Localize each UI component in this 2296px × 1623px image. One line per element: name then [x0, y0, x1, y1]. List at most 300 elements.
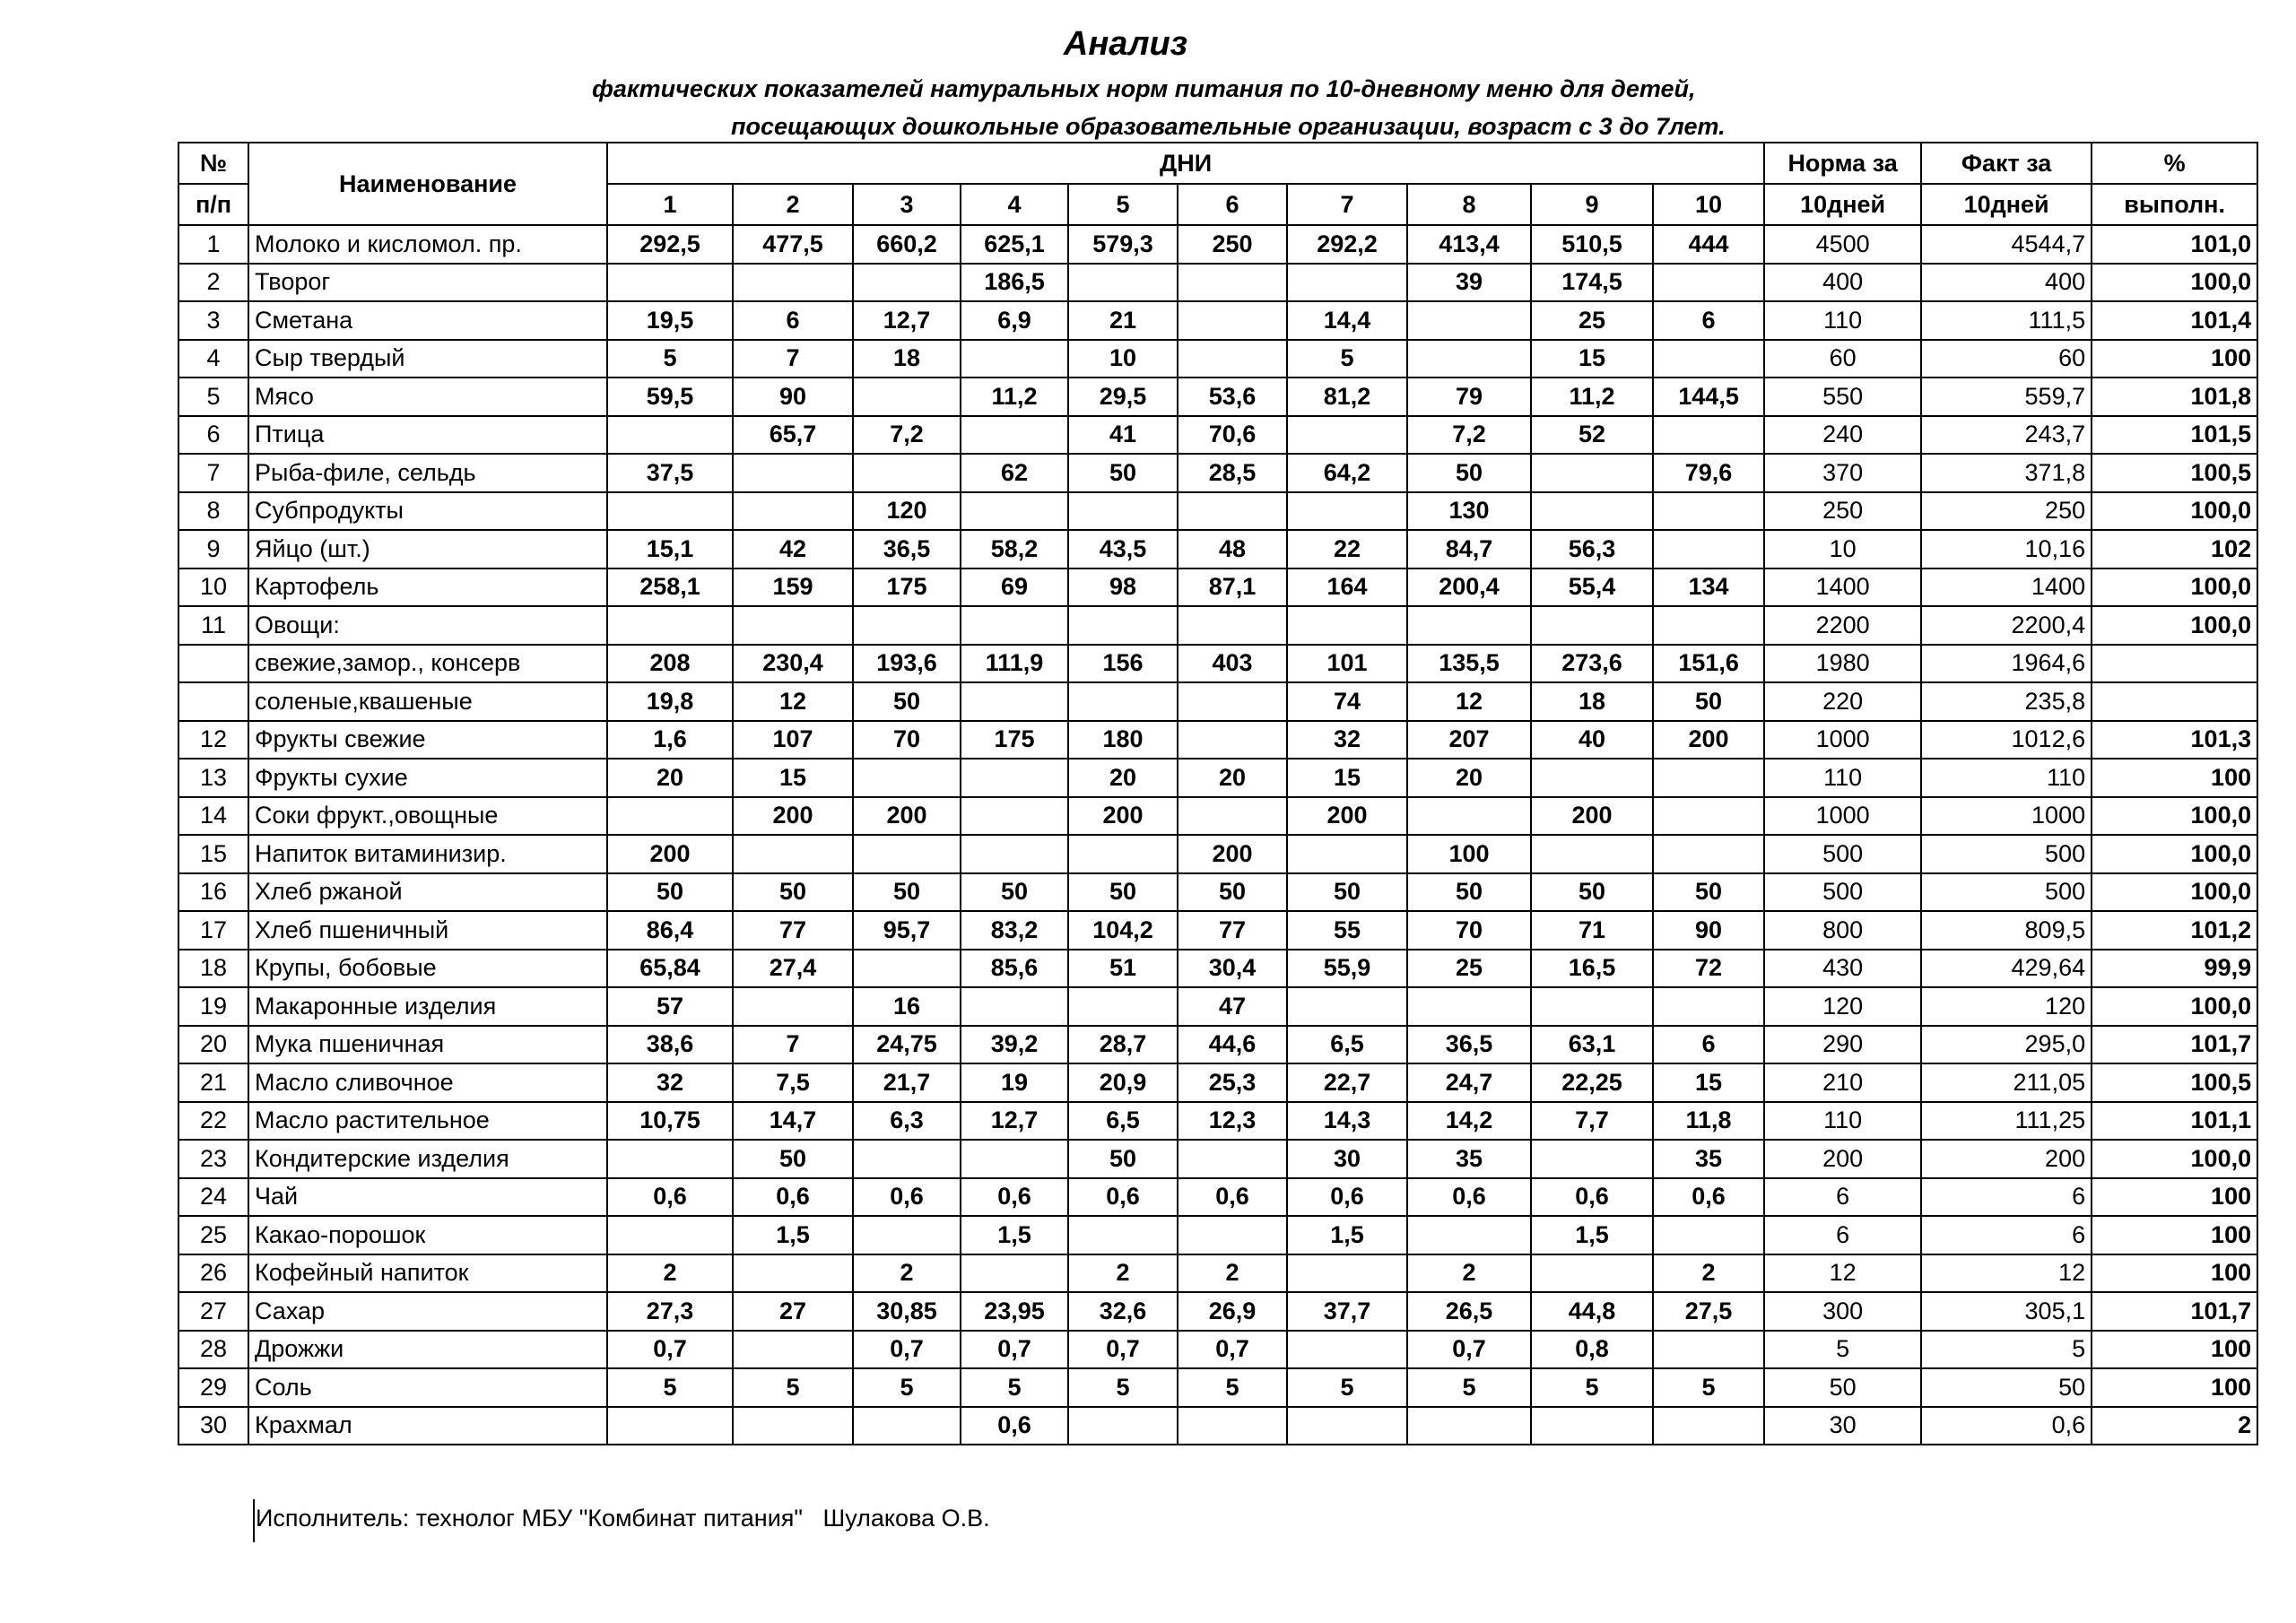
norm-value: 300 [1764, 1292, 1921, 1331]
table-row [178, 1368, 2257, 1407]
day-value-10 [1653, 416, 1764, 455]
day-value-2: 107 [733, 721, 853, 759]
fact-value: 250 [1921, 492, 2092, 531]
day-value-6: 20 [1178, 759, 1287, 797]
row-name: Субпродукты [248, 492, 607, 531]
day-value-2 [733, 264, 853, 302]
day-value-2: 50 [733, 873, 853, 912]
day-value-5 [1068, 1407, 1178, 1445]
day-value-3: 7,2 [853, 416, 961, 455]
header-day-3: 3 [853, 184, 961, 225]
day-value-7 [1287, 264, 1407, 302]
day-value-1: 5 [607, 1368, 733, 1407]
day-value-8: 50 [1407, 454, 1531, 492]
norm-value: 240 [1764, 416, 1921, 455]
day-value-9: 55,4 [1531, 568, 1653, 607]
day-value-2: 90 [733, 378, 853, 416]
day-value-1: 20 [607, 759, 733, 797]
fact-value: 111,25 [1921, 1102, 2092, 1141]
header-row-1 [178, 143, 2257, 184]
day-value-1: 19,5 [607, 301, 733, 340]
day-value-8 [1407, 1407, 1531, 1445]
day-value-6: 77 [1178, 911, 1287, 950]
day-value-3 [853, 1216, 961, 1254]
day-value-1: 27,3 [607, 1292, 733, 1331]
table-row [178, 492, 2257, 531]
fact-value: 809,5 [1921, 911, 2092, 950]
day-value-8: 2 [1407, 1254, 1531, 1293]
row-name: Мясо [248, 378, 607, 416]
day-value-1: 2 [607, 1254, 733, 1293]
row-number: 15 [178, 835, 248, 873]
row-name: Сметана [248, 301, 607, 340]
header-pct: % [2092, 143, 2257, 184]
day-value-9: 56,3 [1531, 530, 1653, 568]
day-value-10 [1653, 1407, 1764, 1445]
day-value-4: 6,9 [961, 301, 1068, 340]
table-row [178, 1292, 2257, 1331]
day-value-10: 144,5 [1653, 378, 1764, 416]
day-value-8: 7,2 [1407, 416, 1531, 455]
day-value-5: 579,3 [1068, 225, 1178, 264]
day-value-7: 15 [1287, 759, 1407, 797]
day-value-5: 41 [1068, 416, 1178, 455]
day-value-10: 11,8 [1653, 1102, 1764, 1141]
day-value-8: 26,5 [1407, 1292, 1531, 1331]
day-value-3: 120 [853, 492, 961, 531]
day-value-8: 36,5 [1407, 1026, 1531, 1064]
fact-value: 4544,7 [1921, 225, 2092, 264]
day-value-2: 159 [733, 568, 853, 607]
day-value-4: 83,2 [961, 911, 1068, 950]
day-value-3: 21,7 [853, 1063, 961, 1102]
day-value-1: 15,1 [607, 530, 733, 568]
table-row [178, 987, 2257, 1026]
day-value-6: 250 [1178, 225, 1287, 264]
table-row [178, 759, 2257, 797]
table-row [178, 530, 2257, 568]
day-value-3 [853, 950, 961, 988]
day-value-8: 100 [1407, 835, 1531, 873]
day-value-5: 156 [1068, 645, 1178, 683]
fact-value: 295,0 [1921, 1026, 2092, 1064]
day-value-1: 258,1 [607, 568, 733, 607]
table-row [178, 645, 2257, 683]
day-value-7: 6,5 [1287, 1026, 1407, 1064]
day-value-8 [1407, 797, 1531, 836]
day-value-8: 135,5 [1407, 645, 1531, 683]
row-number: 4 [178, 340, 248, 378]
norm-value: 4500 [1764, 225, 1921, 264]
day-value-3: 5 [853, 1368, 961, 1407]
day-value-4 [961, 987, 1068, 1026]
percent-value: 100 [2092, 1254, 2257, 1293]
norm-value: 1400 [1764, 568, 1921, 607]
day-value-5: 32,6 [1068, 1292, 1178, 1331]
day-value-2: 27 [733, 1292, 853, 1331]
table-row [178, 264, 2257, 302]
day-value-9: 5 [1531, 1368, 1653, 1407]
day-value-6: 0,6 [1178, 1178, 1287, 1217]
percent-value: 2 [2092, 1407, 2257, 1445]
day-value-10: 151,6 [1653, 645, 1764, 683]
day-value-6: 70,6 [1178, 416, 1287, 455]
day-value-4 [961, 492, 1068, 531]
row-number: 16 [178, 873, 248, 912]
subtitle-line-2: посещающих дошкольные образовательные организации, возраст с 3 до 7лет. [731, 113, 1726, 140]
day-value-9: 11,2 [1531, 378, 1653, 416]
row-number: 28 [178, 1331, 248, 1369]
percent-value: 101,4 [2092, 301, 2257, 340]
day-value-1 [607, 492, 733, 531]
day-value-2: 27,4 [733, 950, 853, 988]
table-row [178, 1102, 2257, 1141]
percent-value: 101,0 [2092, 225, 2257, 264]
day-value-7: 55 [1287, 911, 1407, 950]
day-value-3 [853, 264, 961, 302]
header-day-9: 9 [1531, 184, 1653, 225]
percent-value: 100,0 [2092, 492, 2257, 531]
day-value-6: 87,1 [1178, 568, 1287, 607]
header-day-8: 8 [1407, 184, 1531, 225]
norm-value: 500 [1764, 873, 1921, 912]
day-value-2: 15 [733, 759, 853, 797]
header-day-1: 1 [607, 184, 733, 225]
norm-value: 110 [1764, 1102, 1921, 1141]
day-value-3: 6,3 [853, 1102, 961, 1141]
table-row [178, 606, 2257, 645]
day-value-6 [1178, 797, 1287, 836]
day-value-7 [1287, 1254, 1407, 1293]
row-name: Картофель [248, 568, 607, 607]
day-value-9: 0,8 [1531, 1331, 1653, 1369]
table-row [178, 1216, 2257, 1254]
day-value-1 [607, 1216, 733, 1254]
norm-value: 210 [1764, 1063, 1921, 1102]
header-day-4: 4 [961, 184, 1068, 225]
row-number: 1 [178, 225, 248, 264]
row-name: Крупы, бобовые [248, 950, 607, 988]
day-value-2: 7 [733, 340, 853, 378]
row-number: 25 [178, 1216, 248, 1254]
fact-value: 111,5 [1921, 301, 2092, 340]
day-value-5: 2 [1068, 1254, 1178, 1293]
table-row [178, 301, 2257, 340]
day-value-7 [1287, 987, 1407, 1026]
percent-value: 100,0 [2092, 1140, 2257, 1178]
percent-value: 100,0 [2092, 987, 2257, 1026]
day-value-5 [1068, 606, 1178, 645]
day-value-8: 79 [1407, 378, 1531, 416]
day-value-8 [1407, 987, 1531, 1026]
day-value-1: 59,5 [607, 378, 733, 416]
day-value-4: 5 [961, 1368, 1068, 1407]
percent-value: 102 [2092, 530, 2257, 568]
day-value-5: 50 [1068, 873, 1178, 912]
row-number [178, 682, 248, 721]
day-value-7: 101 [1287, 645, 1407, 683]
table-row [178, 873, 2257, 912]
day-value-2 [733, 1331, 853, 1369]
fact-value: 1964,6 [1921, 645, 2092, 683]
table-row [178, 225, 2257, 264]
day-value-3 [853, 835, 961, 873]
fact-value: 50 [1921, 1368, 2092, 1407]
fact-value: 235,8 [1921, 682, 2092, 721]
day-value-8 [1407, 340, 1531, 378]
day-value-1: 19,8 [607, 682, 733, 721]
row-number: 8 [178, 492, 248, 531]
fact-value: 305,1 [1921, 1292, 2092, 1331]
day-value-7: 14,4 [1287, 301, 1407, 340]
day-value-5: 43,5 [1068, 530, 1178, 568]
row-name: Фрукты сухие [248, 759, 607, 797]
day-value-2: 14,7 [733, 1102, 853, 1141]
day-value-6: 25,3 [1178, 1063, 1287, 1102]
day-value-7: 74 [1287, 682, 1407, 721]
day-value-9: 52 [1531, 416, 1653, 455]
day-value-8: 50 [1407, 873, 1531, 912]
day-value-9: 25 [1531, 301, 1653, 340]
day-value-3 [853, 759, 961, 797]
row-name: Дрожжи [248, 1331, 607, 1369]
fact-value: 243,7 [1921, 416, 2092, 455]
day-value-9: 44,8 [1531, 1292, 1653, 1331]
norm-value: 1000 [1764, 721, 1921, 759]
day-value-4: 0,7 [961, 1331, 1068, 1369]
day-value-3: 50 [853, 873, 961, 912]
day-value-4: 1,5 [961, 1216, 1068, 1254]
day-value-1: 37,5 [607, 454, 733, 492]
row-name: Мука пшеничная [248, 1026, 607, 1064]
day-value-3: 2 [853, 1254, 961, 1293]
row-number: 9 [178, 530, 248, 568]
day-value-8: 20 [1407, 759, 1531, 797]
day-value-7: 292,2 [1287, 225, 1407, 264]
day-value-9: 200 [1531, 797, 1653, 836]
day-value-5 [1068, 987, 1178, 1026]
day-value-3: 70 [853, 721, 961, 759]
day-value-3: 12,7 [853, 301, 961, 340]
row-number: 3 [178, 301, 248, 340]
table-row [178, 1178, 2257, 1217]
norm-value: 110 [1764, 301, 1921, 340]
percent-value: 100 [2092, 1216, 2257, 1254]
day-value-3 [853, 1140, 961, 1178]
norm-value: 30 [1764, 1407, 1921, 1445]
day-value-10: 50 [1653, 873, 1764, 912]
norm-value: 1000 [1764, 797, 1921, 836]
day-value-7: 81,2 [1287, 378, 1407, 416]
day-value-8: 24,7 [1407, 1063, 1531, 1102]
header-day-2: 2 [733, 184, 853, 225]
percent-value: 100 [2092, 340, 2257, 378]
table-row [178, 1331, 2257, 1369]
fact-value: 110 [1921, 759, 2092, 797]
day-value-4 [961, 1140, 1068, 1178]
day-value-8: 12 [1407, 682, 1531, 721]
day-value-3: 95,7 [853, 911, 961, 950]
day-value-4 [961, 340, 1068, 378]
day-value-4 [961, 759, 1068, 797]
day-value-6: 200 [1178, 835, 1287, 873]
day-value-7 [1287, 835, 1407, 873]
row-number: 26 [178, 1254, 248, 1293]
table-row [178, 950, 2257, 988]
day-value-9: 71 [1531, 911, 1653, 950]
day-value-10 [1653, 530, 1764, 568]
day-value-3: 660,2 [853, 225, 961, 264]
percent-value: 100 [2092, 1331, 2257, 1369]
table-row [178, 1407, 2257, 1445]
percent-value: 101,5 [2092, 416, 2257, 455]
day-value-7: 37,7 [1287, 1292, 1407, 1331]
day-value-8: 413,4 [1407, 225, 1531, 264]
row-name: свежие,замор., консерв [248, 645, 607, 683]
day-value-8: 0,7 [1407, 1331, 1531, 1369]
header-num-sub: п/п [178, 184, 248, 225]
day-value-4: 0,6 [961, 1407, 1068, 1445]
day-value-5 [1068, 835, 1178, 873]
day-value-5 [1068, 1216, 1178, 1254]
day-value-4 [961, 797, 1068, 836]
fact-value: 559,7 [1921, 378, 2092, 416]
row-number: 30 [178, 1407, 248, 1445]
day-value-1: 292,5 [607, 225, 733, 264]
day-value-2: 12 [733, 682, 853, 721]
day-value-6: 403 [1178, 645, 1287, 683]
norm-value: 370 [1764, 454, 1921, 492]
day-value-2 [733, 454, 853, 492]
day-value-6 [1178, 340, 1287, 378]
day-value-3 [853, 1407, 961, 1445]
day-value-5: 21 [1068, 301, 1178, 340]
day-value-10 [1653, 492, 1764, 531]
day-value-5: 6,5 [1068, 1102, 1178, 1141]
day-value-4: 0,6 [961, 1178, 1068, 1217]
day-value-4: 175 [961, 721, 1068, 759]
norm-value: 200 [1764, 1140, 1921, 1178]
row-name: Кондитерские изделия [248, 1140, 607, 1178]
percent-value [2092, 682, 2257, 721]
day-value-2: 65,7 [733, 416, 853, 455]
norm-value: 110 [1764, 759, 1921, 797]
table-row [178, 1140, 2257, 1178]
day-value-9 [1531, 759, 1653, 797]
day-value-9: 50 [1531, 873, 1653, 912]
header-day-7: 7 [1287, 184, 1407, 225]
day-value-9: 40 [1531, 721, 1653, 759]
day-value-1: 86,4 [607, 911, 733, 950]
norm-value: 50 [1764, 1368, 1921, 1407]
percent-value: 100 [2092, 1368, 2257, 1407]
day-value-5: 51 [1068, 950, 1178, 988]
day-value-7: 22 [1287, 530, 1407, 568]
norm-value: 60 [1764, 340, 1921, 378]
day-value-3 [853, 454, 961, 492]
norm-value: 290 [1764, 1026, 1921, 1064]
day-value-5 [1068, 264, 1178, 302]
table-row [178, 340, 2257, 378]
day-value-1 [607, 797, 733, 836]
day-value-8: 14,2 [1407, 1102, 1531, 1141]
table-row [178, 1063, 2257, 1102]
document-title: Анализ [1063, 25, 1188, 63]
table-row [178, 797, 2257, 836]
row-name: Хлеб пшеничный [248, 911, 607, 950]
day-value-10: 35 [1653, 1140, 1764, 1178]
percent-value: 100,5 [2092, 1063, 2257, 1102]
day-value-7: 50 [1287, 873, 1407, 912]
day-value-6: 53,6 [1178, 378, 1287, 416]
day-value-2: 7,5 [733, 1063, 853, 1102]
percent-value: 99,9 [2092, 950, 2257, 988]
norm-value: 10 [1764, 530, 1921, 568]
fact-value: 0,6 [1921, 1407, 2092, 1445]
day-value-2: 5 [733, 1368, 853, 1407]
day-value-1: 5 [607, 340, 733, 378]
day-value-7: 14,3 [1287, 1102, 1407, 1141]
day-value-10 [1653, 340, 1764, 378]
day-value-1: 10,75 [607, 1102, 733, 1141]
day-value-2 [733, 835, 853, 873]
row-name: Соль [248, 1368, 607, 1407]
day-value-10 [1653, 835, 1764, 873]
day-value-6 [1178, 721, 1287, 759]
percent-value: 100 [2092, 1178, 2257, 1217]
day-value-6: 5 [1178, 1368, 1287, 1407]
header-day-10: 10 [1653, 184, 1764, 225]
percent-value: 100,0 [2092, 264, 2257, 302]
table-row [178, 835, 2257, 873]
day-value-9: 18 [1531, 682, 1653, 721]
row-number: 23 [178, 1140, 248, 1178]
row-number: 6 [178, 416, 248, 455]
day-value-10: 72 [1653, 950, 1764, 988]
day-value-8: 35 [1407, 1140, 1531, 1178]
day-value-7: 5 [1287, 1368, 1407, 1407]
day-value-4: 11,2 [961, 378, 1068, 416]
row-name: Яйцо (шт.) [248, 530, 607, 568]
norm-value: 2200 [1764, 606, 1921, 645]
day-value-9 [1531, 454, 1653, 492]
day-value-1: 0,7 [607, 1331, 733, 1369]
day-value-4 [961, 606, 1068, 645]
percent-value: 100,5 [2092, 454, 2257, 492]
day-value-7: 0,6 [1287, 1178, 1407, 1217]
day-value-4: 39,2 [961, 1026, 1068, 1064]
row-name: Какао-порошок [248, 1216, 607, 1254]
percent-value [2092, 645, 2257, 683]
day-value-10 [1653, 759, 1764, 797]
day-value-9 [1531, 1254, 1653, 1293]
day-value-9 [1531, 606, 1653, 645]
day-value-6: 26,9 [1178, 1292, 1287, 1331]
day-value-2: 1,5 [733, 1216, 853, 1254]
fact-value: 400 [1921, 264, 2092, 302]
header-name: Наименование [248, 143, 607, 225]
day-value-7: 30 [1287, 1140, 1407, 1178]
day-value-8: 200,4 [1407, 568, 1531, 607]
day-value-2 [733, 987, 853, 1026]
footer-executor: Исполнитель: технолог МБУ "Комбинат питания" Шулакова О.В. [256, 1505, 990, 1532]
day-value-9: 15 [1531, 340, 1653, 378]
day-value-6: 30,4 [1178, 950, 1287, 988]
day-value-6: 0,7 [1178, 1331, 1287, 1369]
day-value-1 [607, 264, 733, 302]
row-name: Кофейный напиток [248, 1254, 607, 1293]
day-value-3: 16 [853, 987, 961, 1026]
